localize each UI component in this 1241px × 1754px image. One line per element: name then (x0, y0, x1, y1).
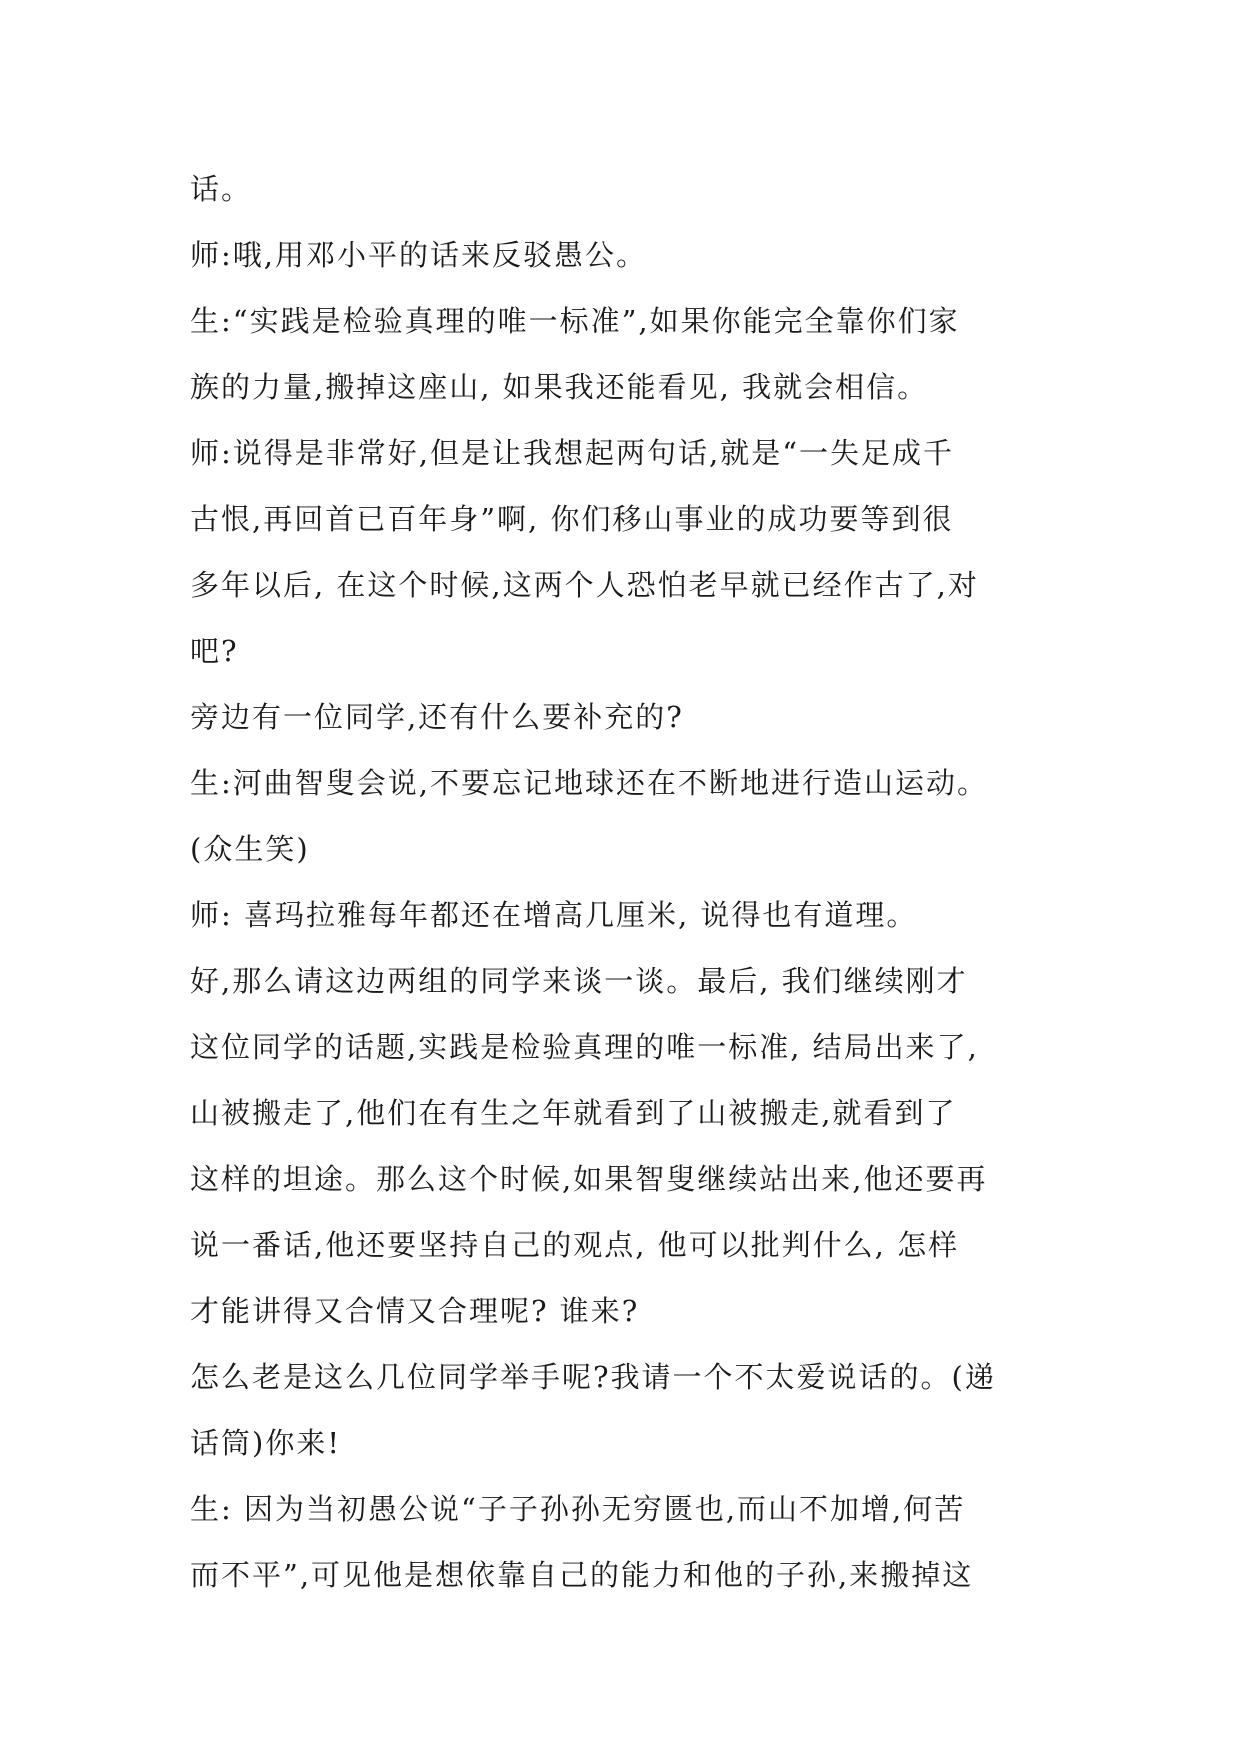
text-line: 才能讲得又合情又合理呢? 谁来? (190, 1294, 640, 1328)
transcript-body (190, 156, 1070, 1608)
text-line: 师:说得是非常好,但是让我想起两句话,就是“一失足成千 (190, 436, 955, 470)
text-line: 而不平”,可见他是想依靠自己的能力和他的子孙,来搬掉这 (190, 1558, 974, 1592)
text-line: (众生笑) (190, 832, 310, 866)
text-line: 古恨,再回首已百年身”啊, 你们移山事业的成功要等到很 (190, 502, 954, 536)
text-line: 山被搬走了,他们在有生之年就看到了山被搬走,就看到了 (190, 1096, 957, 1130)
text-line: 话筒)你来! (190, 1426, 341, 1460)
text-line: 生:“实践是检验真理的唯一标准”,如果你能完全靠你们家 (190, 304, 960, 338)
text-line: 生: 因为当初愚公说“子子孙孙无穷匮也,而山不加增,何苦 (190, 1492, 966, 1526)
text-line: 师:哦,用邓小平的话来反驳愚公。 (190, 238, 647, 272)
text-line: 这位同学的话题,实践是检验真理的唯一标准, 结局出来了, (190, 1030, 979, 1064)
text-line: 师: 喜玛拉雅每年都还在增高几厘米, 说得也有道理。 (190, 898, 918, 932)
text-line: 说一番话,他还要坚持自己的观点, 他可以批判什么, 怎样 (190, 1228, 960, 1262)
text-line: 族的力量,搬掉这座山, 如果我还能看见, 我就会相信。 (190, 370, 929, 404)
text-line: 生:河曲智叟会说,不要忘记地球还在不断地进行造山运动。 (190, 766, 988, 800)
text-line: 怎么老是这么几位同学举手呢?我请一个不太爱说话的。(递 (190, 1360, 996, 1394)
text-line: 好,那么请这边两组的同学来谈一谈。最后, 我们继续刚才 (190, 964, 968, 998)
text-line: 多年以后, 在这个时候,这两个人恐怕老早就已经作古了,对 (190, 568, 979, 602)
text-line: 旁边有一位同学,还有什么要补充的? (190, 700, 684, 734)
text-line: 吧? (190, 634, 239, 668)
text-line: 这样的坦途。那么这个时候,如果智叟继续站出来,他还要再 (190, 1162, 988, 1196)
text-line: 话。 (190, 172, 253, 206)
